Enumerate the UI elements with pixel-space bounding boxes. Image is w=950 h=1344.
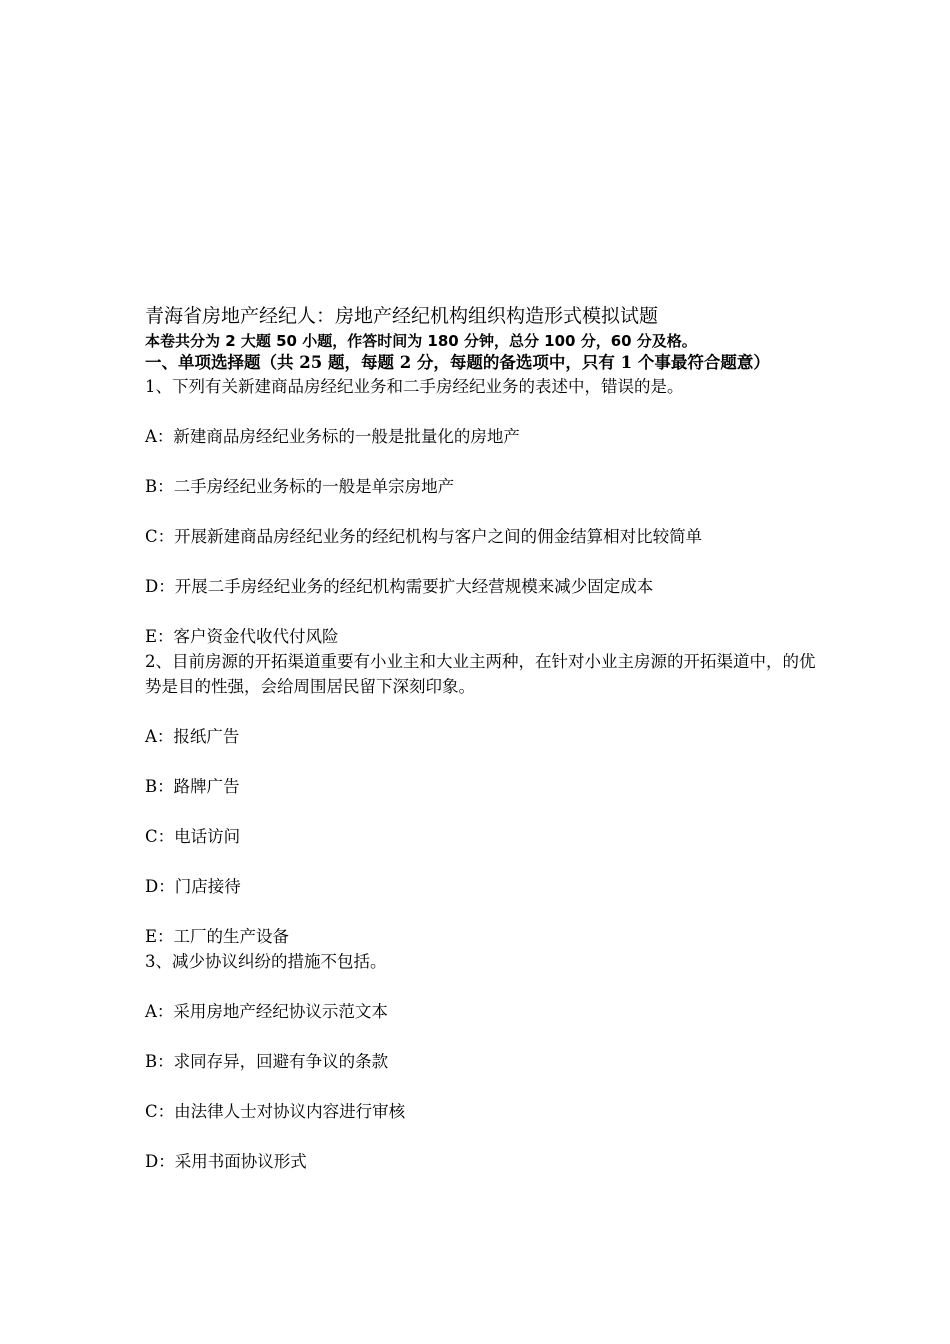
- question-text: 1、下列有关新建商品房经纪业务和二手房经纪业务的表述中，错误的是。: [145, 377, 684, 396]
- question-1: [145, 374, 817, 649]
- option-c: C：电话访问: [145, 827, 241, 846]
- question-text: 3、减少协议纠纷的措施不包括。: [145, 952, 387, 971]
- option-d: D：门店接待: [145, 877, 241, 896]
- section-heading: 一、单项选择题（共 25 题，每题 2 分，每题的备选项中，只有 1 个事最符合题意）: [145, 353, 770, 372]
- question-3: [145, 949, 817, 1174]
- option-d: D：采用书面协议形式: [145, 1152, 307, 1171]
- exam-intro: 本卷共分为 2 大题 50 小题，作答时间为 180 分钟，总分 100 分，60 分及格。: [145, 332, 697, 350]
- option-a: A：新建商品房经纪业务标的一般是批量化的房地产: [145, 427, 520, 446]
- question-2: [145, 649, 817, 949]
- option-e: E：工厂的生产设备: [145, 927, 290, 946]
- option-c: C：由法律人士对协议内容进行审核: [145, 1102, 406, 1121]
- option-d: D：开展二手房经纪业务的经纪机构需要扩大经营规模来减少固定成本: [145, 577, 654, 596]
- option-e: E：客户资金代收代付风险: [145, 627, 339, 646]
- document-title: 青海省房地产经纪人：房地产经纪机构组织构造形式模拟试题: [145, 305, 659, 327]
- option-a: A：报纸广告: [145, 727, 240, 746]
- option-c: C：开展新建商品房经纪业务的经纪机构与客户之间的佣金结算相对比较简单: [145, 527, 703, 546]
- option-a: A：采用房地产经纪协议示范文本: [145, 1002, 388, 1021]
- question-text: 2、目前房源的开拓渠道重要有小业主和大业主两种，在针对小业主房源的开拓渠道中，的优势是目的性强，会给周围居民留下深刻印象。: [145, 652, 816, 696]
- document-page: [145, 302, 817, 1174]
- option-b: B：求同存异，回避有争议的条款: [145, 1052, 389, 1071]
- option-b: B：路牌广告: [145, 777, 240, 796]
- option-b: B：二手房经纪业务标的一般是单宗房地产: [145, 477, 455, 496]
